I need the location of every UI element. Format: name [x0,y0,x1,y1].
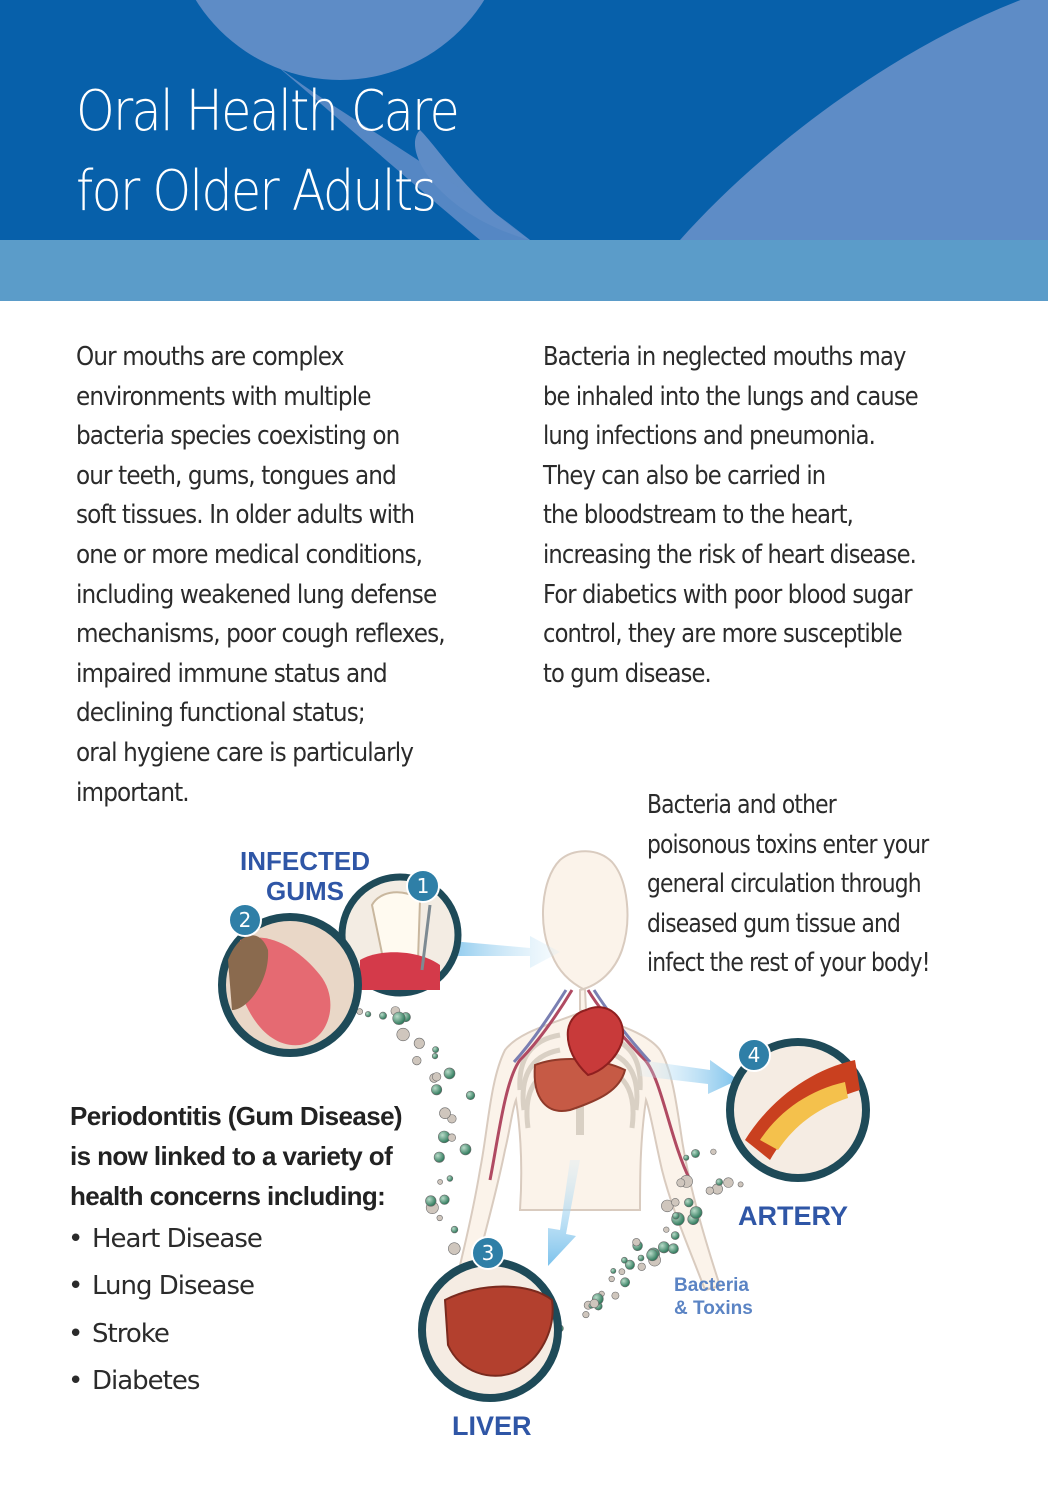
bacteria-bead [413,1056,422,1065]
text-line: is now linked to a variety of [70,1141,393,1171]
marker-4: 4 [737,1038,771,1072]
bacteria-bead [647,1249,658,1260]
text-line: soft tissues. In older adults with [76,500,415,531]
list-item [68,1358,262,1405]
bacteria-bead [633,1238,641,1246]
bacteria-bead [621,1278,630,1287]
bacteria-bead [669,1244,679,1254]
bacteria-bead [466,1091,475,1100]
bacteria-bead [447,1176,453,1182]
bacteria-bead [448,1243,460,1255]
text-line: infect the rest of your body! [647,948,930,979]
bacteria-bead [448,1134,456,1142]
list-item [68,1263,262,1310]
bacteria-bead [365,1011,371,1017]
bacteria-bead [658,1242,669,1253]
text-line: declining functional status; [76,698,365,729]
bacteria-bead [706,1187,714,1195]
condition-label: Heart Disease [92,1224,262,1254]
gum-tissue-circle [222,917,358,1053]
bacteria-bead [590,1299,599,1308]
bacteria-bead [432,1073,441,1082]
text-line: general circulation through [647,869,921,900]
bacteria-bead [414,1038,424,1048]
bacteria-bead [460,1144,471,1155]
bacteria-bead [438,1179,443,1184]
label-line: ARTERY [738,1201,849,1231]
condition-label: Stroke [92,1318,169,1349]
text-line: Bacteria and other [647,790,836,820]
bacteria-bead [716,1179,723,1186]
text-line: health concerns including: [70,1181,386,1211]
text-line: Periodontitis (Gum Disease) [70,1101,402,1131]
bacteria-bead [621,1257,627,1263]
bullet-icon: • [68,1271,83,1302]
bacteria-bead [711,1149,717,1155]
circulation-callout [647,786,930,984]
liver-label [452,1410,532,1442]
bullet-icon: • [68,1318,83,1349]
bacteria-bead [433,1047,439,1053]
text-line: Our mouths are complex [76,342,344,372]
artery-label [738,1200,848,1232]
bacteria-bead [437,1215,443,1221]
text-line: For diabetics with poor blood sugar [543,579,912,610]
bacteria-bead [684,1155,689,1160]
list-item [68,1311,262,1358]
bacteria-bead [397,1028,410,1041]
text-line: one or more medical conditions, [76,539,423,570]
bacteria-bead [671,1198,679,1206]
text-line: Bacteria in neglected mouths may [543,342,906,372]
bacteria-bead [434,1152,444,1162]
text-line: increasing the risk of heart disease. [543,539,916,570]
marker-3: 3 [471,1236,505,1270]
bacteria-bead [724,1178,734,1188]
marker-2: 2 [228,903,262,937]
title-line-1: Oral Health Care [76,79,459,144]
bacteria-bead [612,1292,619,1299]
linked-conditions-heading [70,1096,402,1216]
bacteria-bead [426,1196,437,1207]
text-line: mechanisms, poor cough reflexes, [76,619,445,650]
bullet-icon: • [68,1224,83,1254]
condition-label: Diabetes [92,1365,200,1396]
text-line: including weakened lung defense [76,579,437,610]
bacteria-bead [431,1085,441,1095]
bacteria-bead [677,1179,685,1187]
bacteria-bead [671,1232,679,1240]
text-line: to gum disease. [543,658,711,689]
bacteria-bead [444,1068,455,1079]
bacteria-bead [440,1108,451,1119]
text-line: oral hygiene care is particularly [76,737,414,768]
bacteria-bead [684,1198,693,1207]
bacteria-bead [691,1149,699,1157]
bacteria-bead [738,1182,743,1187]
bacteria-bead [619,1269,625,1275]
text-line: our teeth, gums, tongues and [76,460,396,491]
label-line: Bacteria [674,1275,749,1296]
conditions-list [68,1216,262,1405]
bacteria-bead [664,1227,670,1233]
bacteria-bead [673,1212,680,1219]
text-line: be inhaled into the lungs and cause [543,381,918,412]
bacteria-toxins-label [674,1274,753,1320]
bacteria-bead [638,1255,644,1261]
bacteria-bead [611,1268,616,1273]
label-line: LIVER [452,1411,532,1441]
bacteria-bead [690,1207,702,1219]
text-line: impaired immune status and [76,658,387,689]
text-line: lung infections and pneumonia. [543,421,875,452]
bacteria-bead [609,1276,615,1282]
text-line: diseased gum tissue and [647,908,901,939]
text-line: They can also be carried in [543,460,826,491]
bacteria-bead [638,1263,646,1271]
bullet-icon: • [68,1365,83,1396]
label-line: INFECTED [240,846,370,876]
text-line: environments with multiple [76,381,371,412]
bacteria-bead [379,1012,386,1019]
text-line: control, they are more susceptible [543,619,902,650]
text-line: poisonous toxins enter your [647,829,929,860]
marker-1: 1 [406,869,440,903]
bacteria-bead [432,1053,438,1059]
infected-gums-label [240,846,370,906]
text-line: the bloodstream to the heart, [543,500,853,531]
title-line-2: for Older Adults [76,159,436,224]
bacteria-bead [440,1195,450,1205]
label-line: & Toxins [674,1298,753,1319]
condition-label: Lung Disease [92,1271,255,1302]
list-item [68,1216,262,1263]
bacteria-bead [393,1012,406,1025]
label-line: GUMS [266,876,344,906]
liver-circle [422,1262,558,1398]
bacteria-bead [583,1311,589,1317]
bacteria-bead [451,1226,458,1233]
text-line: bacteria species coexisting on [76,421,400,452]
text-line: important. [76,777,189,808]
